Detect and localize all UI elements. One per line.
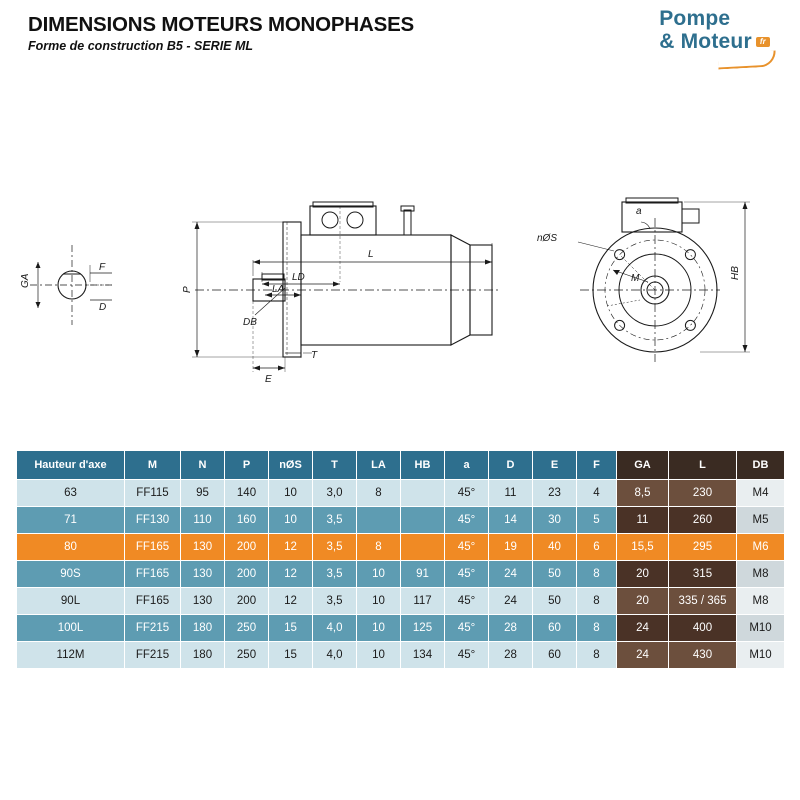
- table-cell: 63: [17, 480, 125, 507]
- table-cell: 24: [617, 642, 669, 669]
- table-cell: 40: [533, 534, 577, 561]
- table-cell: 3,5: [313, 507, 357, 534]
- column-header: DB: [737, 451, 785, 480]
- table-cell: 10: [357, 561, 401, 588]
- svg-text:D: D: [99, 302, 107, 313]
- table-cell: 71: [17, 507, 125, 534]
- column-header: M: [125, 451, 181, 480]
- table-cell: 8: [577, 642, 617, 669]
- table-cell: 8: [357, 480, 401, 507]
- table-cell: 160: [225, 507, 269, 534]
- table-cell: 5: [577, 507, 617, 534]
- table-cell: 91: [401, 561, 445, 588]
- column-header: T: [313, 451, 357, 480]
- column-header: LA: [357, 451, 401, 480]
- column-header: N: [181, 451, 225, 480]
- table-cell: 200: [225, 588, 269, 615]
- table-cell: 90L: [17, 588, 125, 615]
- table-row: [17, 642, 785, 669]
- table-cell: 45°: [445, 480, 489, 507]
- table-cell: 45°: [445, 561, 489, 588]
- table-cell: 24: [489, 588, 533, 615]
- column-header: F: [577, 451, 617, 480]
- dimensions-table-wrapper: [16, 450, 784, 669]
- table-cell: 180: [181, 615, 225, 642]
- table-cell: 130: [181, 561, 225, 588]
- table-body: [17, 480, 785, 669]
- table-cell: 335 / 365: [669, 588, 737, 615]
- table-cell: FF165: [125, 534, 181, 561]
- svg-text:E: E: [265, 374, 272, 385]
- table-row: [17, 588, 785, 615]
- technical-drawing: [0, 110, 800, 430]
- table-cell: 4,0: [313, 642, 357, 669]
- table-row: [17, 534, 785, 561]
- table-cell: FF215: [125, 615, 181, 642]
- logo-line-1: Pompe: [659, 7, 731, 30]
- table-cell: 3,5: [313, 534, 357, 561]
- table-cell: FF130: [125, 507, 181, 534]
- table-cell: 19: [489, 534, 533, 561]
- table-row: [17, 480, 785, 507]
- svg-text:M: M: [631, 273, 640, 284]
- table-cell: 45°: [445, 588, 489, 615]
- table-cell: 28: [489, 642, 533, 669]
- drawing-front-view: [537, 198, 750, 362]
- column-header: HB: [401, 451, 445, 480]
- table-cell: 24: [489, 561, 533, 588]
- svg-text:GA: GA: [20, 273, 31, 288]
- table-row: [17, 561, 785, 588]
- table-cell: 24: [617, 615, 669, 642]
- svg-text:P: P: [182, 286, 193, 293]
- table-cell: 125: [401, 615, 445, 642]
- logo-country-badge: fr: [756, 37, 770, 47]
- column-header: Hauteur d'axe: [17, 451, 125, 480]
- table-cell: 45°: [445, 534, 489, 561]
- table-cell: 45°: [445, 507, 489, 534]
- column-header: E: [533, 451, 577, 480]
- table-cell: M5: [737, 507, 785, 534]
- table-cell: 15,5: [617, 534, 669, 561]
- table-cell: 95: [181, 480, 225, 507]
- table-cell: 30: [533, 507, 577, 534]
- table-cell: 20: [617, 588, 669, 615]
- table-cell: 10: [269, 507, 313, 534]
- table-cell: FF165: [125, 588, 181, 615]
- brand-logo: [659, 8, 770, 52]
- table-cell: 200: [225, 561, 269, 588]
- table-cell: 8: [577, 615, 617, 642]
- table-cell: 14: [489, 507, 533, 534]
- table-cell: FF165: [125, 561, 181, 588]
- drawing-side-elevation: [182, 202, 500, 385]
- logo-line-2: [659, 31, 770, 52]
- column-header: GA: [617, 451, 669, 480]
- table-header-row: [17, 451, 785, 480]
- column-header: nØS: [269, 451, 313, 480]
- table-cell: [401, 480, 445, 507]
- table-cell: FF115: [125, 480, 181, 507]
- table-cell: 3,5: [313, 561, 357, 588]
- table-cell: 112M: [17, 642, 125, 669]
- svg-text:T: T: [311, 350, 318, 361]
- table-cell: 10: [357, 588, 401, 615]
- drawing-shaft-section: [20, 245, 115, 325]
- table-cell: 50: [533, 588, 577, 615]
- table-cell: 15: [269, 615, 313, 642]
- column-header: P: [225, 451, 269, 480]
- table-cell: 45°: [445, 615, 489, 642]
- table-cell: 4: [577, 480, 617, 507]
- table-cell: 430: [669, 642, 737, 669]
- table-cell: [401, 534, 445, 561]
- table-cell: 315: [669, 561, 737, 588]
- table-cell: 90S: [17, 561, 125, 588]
- table-cell: 10: [357, 615, 401, 642]
- column-header: a: [445, 451, 489, 480]
- dimensions-table: [16, 450, 785, 669]
- table-cell: 4,0: [313, 615, 357, 642]
- table-cell: 12: [269, 534, 313, 561]
- table-cell: 12: [269, 588, 313, 615]
- table-cell: 295: [669, 534, 737, 561]
- table-cell: 250: [225, 642, 269, 669]
- table-cell: 250: [225, 615, 269, 642]
- table-cell: 117: [401, 588, 445, 615]
- svg-text:LA: LA: [272, 284, 285, 295]
- table-cell: 140: [225, 480, 269, 507]
- table-cell: 10: [269, 480, 313, 507]
- table-cell: 8: [577, 588, 617, 615]
- column-header: D: [489, 451, 533, 480]
- table-cell: M4: [737, 480, 785, 507]
- table-cell: 100L: [17, 615, 125, 642]
- table-cell: [401, 507, 445, 534]
- table-cell: 11: [489, 480, 533, 507]
- svg-text:nØS: nØS: [537, 233, 558, 244]
- table-cell: 28: [489, 615, 533, 642]
- table-cell: 10: [357, 642, 401, 669]
- table-cell: 8: [357, 534, 401, 561]
- table-cell: M10: [737, 642, 785, 669]
- table-cell: 130: [181, 588, 225, 615]
- table-cell: 3,0: [313, 480, 357, 507]
- table-cell: 60: [533, 642, 577, 669]
- svg-text:F: F: [99, 262, 106, 273]
- table-cell: 12: [269, 561, 313, 588]
- table-cell: 180: [181, 642, 225, 669]
- table-cell: M10: [737, 615, 785, 642]
- svg-text:DB: DB: [243, 317, 257, 328]
- table-cell: M6: [737, 534, 785, 561]
- page-subtitle: Forme de construction B5 - SERIE ML: [28, 38, 254, 53]
- table-cell: 134: [401, 642, 445, 669]
- table-cell: 8,5: [617, 480, 669, 507]
- table-cell: 11: [617, 507, 669, 534]
- table-cell: 400: [669, 615, 737, 642]
- table-cell: 20: [617, 561, 669, 588]
- table-cell: M8: [737, 561, 785, 588]
- table-cell: 6: [577, 534, 617, 561]
- table-cell: 200: [225, 534, 269, 561]
- table-cell: 45°: [445, 642, 489, 669]
- table-cell: 60: [533, 615, 577, 642]
- table-row: [17, 615, 785, 642]
- table-cell: 23: [533, 480, 577, 507]
- table-cell: 130: [181, 534, 225, 561]
- svg-text:LD: LD: [292, 272, 305, 283]
- table-cell: FF215: [125, 642, 181, 669]
- svg-text:a: a: [636, 206, 642, 217]
- column-header: L: [669, 451, 737, 480]
- page-title: DIMENSIONS MOTEURS MONOPHASES: [28, 13, 415, 36]
- table-cell: 260: [669, 507, 737, 534]
- logo-line-2-text: & Moteur: [659, 30, 752, 53]
- table-cell: [357, 507, 401, 534]
- table-cell: 3,5: [313, 588, 357, 615]
- svg-text:HB: HB: [730, 266, 741, 280]
- svg-text:L: L: [368, 249, 374, 260]
- table-cell: 8: [577, 561, 617, 588]
- table-cell: 110: [181, 507, 225, 534]
- table-cell: 230: [669, 480, 737, 507]
- table-cell: 50: [533, 561, 577, 588]
- table-row: [17, 507, 785, 534]
- table-cell: 15: [269, 642, 313, 669]
- table-cell: M8: [737, 588, 785, 615]
- table-cell: 80: [17, 534, 125, 561]
